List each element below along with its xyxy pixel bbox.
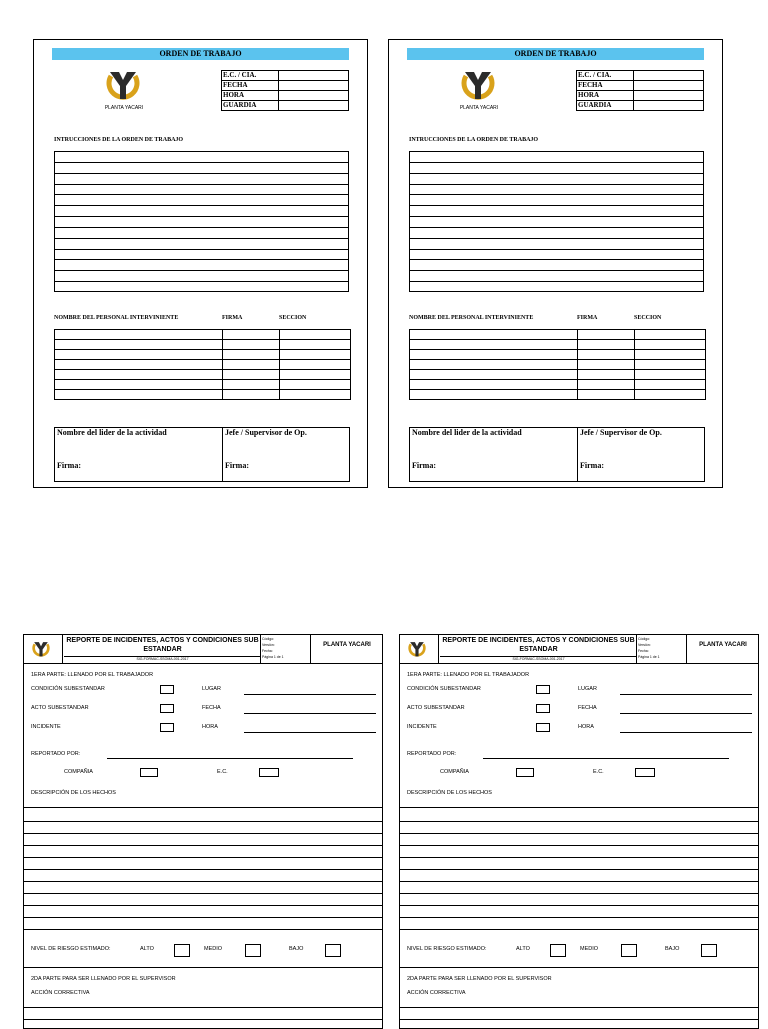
signature-box — [54, 427, 350, 482]
condicion-label: CONDICIÓN SUBESTANDAR — [407, 686, 481, 692]
personnel-firma-cell[interactable] — [223, 350, 280, 360]
medio-label: MEDIO — [580, 946, 599, 952]
signature-box — [409, 427, 705, 482]
compania-label: COMPAÑIA — [440, 769, 469, 775]
instruction-line[interactable] — [410, 206, 703, 217]
personnel-seccion-cell[interactable] — [280, 390, 351, 400]
instruction-line[interactable] — [410, 217, 703, 228]
descripcion-label: DESCRIPCIÓN DE LOS HECHOS — [31, 790, 116, 796]
lugar-label: LUGAR — [202, 686, 221, 692]
accion-label: ACCIÓN CORRECTIVA — [407, 990, 466, 996]
personnel-firma-cell[interactable] — [578, 340, 635, 350]
orden-trabajo-form-right — [388, 39, 723, 488]
hora-label: HORA — [202, 724, 218, 730]
personnel-seccion-cell[interactable] — [280, 360, 351, 370]
reportado-field[interactable] — [107, 758, 353, 759]
instruction-line[interactable] — [55, 163, 348, 174]
leader-sign-label: Firma: — [412, 461, 436, 470]
info-label-hora: HORA — [577, 91, 634, 101]
compania-checkbox[interactable] — [516, 768, 534, 777]
personnel-firma-cell[interactable] — [223, 370, 280, 380]
bajo-label: BAJO — [665, 946, 680, 952]
personnel-seccion-cell[interactable] — [635, 360, 706, 370]
personnel-firma-cell[interactable] — [578, 330, 635, 340]
personnel-row[interactable] — [55, 350, 351, 360]
personnel-name-cell[interactable] — [410, 370, 578, 380]
bajo-label: BAJO — [289, 946, 304, 952]
personnel-name-cell[interactable] — [55, 350, 223, 360]
personnel-firma-cell[interactable] — [223, 390, 280, 400]
seccion-header: SECCION — [634, 315, 662, 321]
orden-trabajo-form-left — [33, 39, 368, 488]
acto-label: ACTO SUBESTANDAR — [407, 705, 465, 711]
personnel-firma-cell[interactable] — [578, 390, 635, 400]
supervisor-sign-label: Firma: — [580, 461, 604, 470]
plant-caption: PLANTA YACARI — [459, 105, 499, 111]
personnel-table[interactable] — [54, 329, 351, 400]
personnel-firma-cell[interactable] — [223, 360, 280, 370]
personnel-row[interactable] — [55, 330, 351, 340]
info-label-ec: E.C. / CIA. — [222, 71, 279, 81]
meta-version: Versión: — [262, 643, 275, 647]
supervisor-label: Jefe / Supervisor de Op. — [225, 428, 307, 437]
personnel-name-cell[interactable] — [410, 380, 578, 390]
instruction-line[interactable] — [55, 185, 348, 196]
part1-label: 1ERA PARTE: LLENADO POR EL TRABAJADOR — [407, 672, 530, 678]
info-field-fecha[interactable] — [279, 81, 349, 91]
personnel-row[interactable] — [55, 370, 351, 380]
personnel-name-cell[interactable] — [410, 390, 578, 400]
firma-header: FIRMA — [577, 315, 598, 321]
compania-label: COMPAÑIA — [64, 769, 93, 775]
nivel-label: NIVEL DE RIESGO ESTIMADO: — [407, 946, 487, 952]
yacari-logo-icon — [102, 66, 144, 106]
part2-label: 2DA PARTE PARA SER LLENADO POR EL SUPERVISOR — [407, 976, 552, 982]
descripcion-line[interactable] — [24, 845, 382, 846]
report-header — [400, 635, 758, 664]
fecha-label: FECHA — [202, 705, 221, 711]
descripcion-line[interactable] — [24, 857, 382, 858]
reporte-incidentes-form-right — [399, 634, 759, 1029]
yacari-logo-icon — [30, 639, 52, 660]
descripcion-line[interactable] — [24, 821, 382, 822]
instruction-line[interactable] — [55, 260, 348, 271]
info-label-hora: HORA — [222, 91, 279, 101]
personnel-name-cell[interactable] — [410, 340, 578, 350]
condicion-checkbox[interactable] — [160, 685, 174, 694]
lugar-field[interactable] — [620, 694, 752, 695]
info-label-fecha: FECHA — [222, 81, 279, 91]
condicion-label: CONDICIÓN SUBESTANDAR — [31, 686, 105, 692]
personnel-table[interactable] — [409, 329, 706, 400]
instruction-line[interactable] — [410, 250, 703, 261]
medio-label: MEDIO — [204, 946, 223, 952]
instructions-lines[interactable] — [409, 151, 704, 292]
instruction-line[interactable] — [410, 185, 703, 196]
condicion-checkbox[interactable] — [536, 685, 550, 694]
instruction-line[interactable] — [55, 282, 348, 293]
hora-field[interactable] — [620, 732, 752, 733]
personnel-name-cell[interactable] — [410, 350, 578, 360]
instructions-label: INTRUCCIONES DE LA ORDEN DE TRABAJO — [409, 137, 539, 143]
alto-checkbox[interactable] — [174, 944, 190, 957]
report-title: REPORTE DE INCIDENTES, ACTOS Y CONDICIONES SUB ESTANDAR — [442, 637, 635, 653]
descripcion-line[interactable] — [24, 833, 382, 834]
nivel-label: NIVEL DE RIESGO ESTIMADO: — [31, 946, 111, 952]
personnel-row[interactable] — [410, 370, 706, 380]
lugar-label: LUGAR — [578, 686, 597, 692]
personnel-seccion-cell[interactable] — [280, 350, 351, 360]
personnel-seccion-cell[interactable] — [635, 370, 706, 380]
reportado-field[interactable] — [483, 758, 729, 759]
seccion-header: SECCION — [279, 315, 307, 321]
descripcion-line[interactable] — [24, 869, 382, 870]
personnel-label: NOMBRE DEL PERSONAL INTERVINIENTE — [54, 315, 179, 321]
instruction-line[interactable] — [55, 174, 348, 185]
personnel-name-cell[interactable] — [55, 340, 223, 350]
instructions-lines[interactable] — [54, 151, 349, 292]
supervisor-label: Jefe / Supervisor de Op. — [580, 428, 662, 437]
personnel-row[interactable] — [410, 340, 706, 350]
part1-label: 1ERA PARTE: LLENADO POR EL TRABAJADOR — [31, 672, 154, 678]
instruction-line[interactable] — [410, 239, 703, 250]
info-label-guardia: GUARDIA — [577, 101, 634, 111]
instruction-line[interactable] — [55, 217, 348, 228]
hora-field[interactable] — [244, 732, 376, 733]
descripcion-label: DESCRIPCIÓN DE LOS HECHOS — [407, 790, 492, 796]
meta-pagina: Página 1 de 1 — [262, 655, 284, 659]
personnel-firma-cell[interactable] — [223, 380, 280, 390]
descripcion-line[interactable] — [400, 857, 758, 858]
personnel-seccion-cell[interactable] — [635, 350, 706, 360]
ec-label: E.C. — [217, 769, 228, 775]
bajo-checkbox[interactable] — [325, 944, 341, 957]
personnel-seccion-cell[interactable] — [635, 380, 706, 390]
instruction-line[interactable] — [410, 152, 703, 163]
info-field-hora[interactable] — [634, 91, 704, 101]
personnel-seccion-cell[interactable] — [635, 330, 706, 340]
leader-label: Nombre del lider de la actividad — [57, 428, 167, 437]
medio-checkbox[interactable] — [245, 944, 261, 957]
personnel-firma-cell[interactable] — [578, 380, 635, 390]
meta-pagina: Página 1 de 1 — [638, 655, 660, 659]
descripcion-line[interactable] — [400, 807, 758, 808]
descripcion-line[interactable] — [24, 807, 382, 808]
personnel-row[interactable] — [55, 380, 351, 390]
acto-label: ACTO SUBESTANDAR — [31, 705, 89, 711]
personnel-firma-cell[interactable] — [223, 340, 280, 350]
personnel-name-cell[interactable] — [55, 330, 223, 340]
instructions-label: INTRUCCIONES DE LA ORDEN DE TRABAJO — [54, 137, 184, 143]
reportado-label: REPORTADO POR: — [407, 751, 457, 757]
info-label-ec: E.C. / CIA. — [577, 71, 634, 81]
personnel-row[interactable] — [410, 390, 706, 400]
supervisor-sign-label: Firma: — [225, 461, 249, 470]
incidente-label: INCIDENTE — [31, 724, 61, 730]
report-code: SIG-FORMAC-SSOMA-001-2017 — [440, 656, 637, 661]
personnel-row[interactable] — [55, 360, 351, 370]
alto-checkbox[interactable] — [550, 944, 566, 957]
personnel-firma-cell[interactable] — [578, 370, 635, 380]
accion-label: ACCIÓN CORRECTIVA — [31, 990, 90, 996]
personnel-firma-cell[interactable] — [578, 350, 635, 360]
instruction-line[interactable] — [410, 174, 703, 185]
info-field-fecha[interactable] — [634, 81, 704, 91]
personnel-seccion-cell[interactable] — [635, 390, 706, 400]
instruction-line[interactable] — [410, 260, 703, 271]
personnel-seccion-cell[interactable] — [635, 340, 706, 350]
personnel-firma-cell[interactable] — [223, 330, 280, 340]
incidente-label: INCIDENTE — [407, 724, 437, 730]
personnel-name-cell[interactable] — [410, 360, 578, 370]
instruction-line[interactable] — [410, 271, 703, 282]
instruction-line[interactable] — [55, 271, 348, 282]
instruction-line[interactable] — [55, 206, 348, 217]
info-field-guardia[interactable] — [279, 101, 349, 111]
report-title: REPORTE DE INCIDENTES, ACTOS Y CONDICIONES SUB ESTANDAR — [66, 637, 259, 653]
incidente-checkbox[interactable] — [160, 723, 174, 732]
reportado-label: REPORTADO POR: — [31, 751, 81, 757]
personnel-firma-cell[interactable] — [578, 360, 635, 370]
report-plant: PLANTA YACARI — [323, 642, 371, 648]
instruction-line[interactable] — [410, 228, 703, 239]
personnel-row[interactable] — [55, 390, 351, 400]
ec-checkbox[interactable] — [259, 768, 279, 777]
ec-label: E.C. — [593, 769, 604, 775]
personnel-seccion-cell[interactable] — [280, 380, 351, 390]
form-title: ORDEN DE TRABAJO — [52, 48, 349, 60]
descripcion-line[interactable] — [400, 905, 758, 906]
hora-label: HORA — [578, 724, 594, 730]
leader-label: Nombre del lider de la actividad — [412, 428, 522, 437]
personnel-name-cell[interactable] — [55, 370, 223, 380]
fecha-label: FECHA — [578, 705, 597, 711]
descripcion-line[interactable] — [24, 929, 382, 930]
personnel-seccion-cell[interactable] — [280, 370, 351, 380]
report-plant: PLANTA YACARI — [699, 642, 747, 648]
reporte-incidentes-form-left — [23, 634, 383, 1029]
personnel-row[interactable] — [410, 380, 706, 390]
info-field-ec[interactable] — [279, 71, 349, 81]
alto-label: ALTO — [140, 946, 154, 952]
lugar-field[interactable] — [244, 694, 376, 695]
descripcion-line[interactable] — [24, 905, 382, 906]
yacari-logo-icon — [457, 66, 499, 106]
instruction-line[interactable] — [410, 163, 703, 174]
info-label-guardia: GUARDIA — [222, 101, 279, 111]
alto-label: ALTO — [516, 946, 530, 952]
instruction-line[interactable] — [55, 239, 348, 250]
descripcion-line[interactable] — [24, 917, 382, 918]
personnel-seccion-cell[interactable] — [280, 330, 351, 340]
descripcion-line[interactable] — [400, 833, 758, 834]
personnel-seccion-cell[interactable] — [280, 340, 351, 350]
compania-checkbox[interactable] — [140, 768, 158, 777]
firma-header: FIRMA — [222, 315, 243, 321]
instruction-line[interactable] — [55, 195, 348, 206]
part2-label: 2DA PARTE PARA SER LLENADO POR EL SUPERVISOR — [31, 976, 176, 982]
info-field-hora[interactable] — [279, 91, 349, 101]
report-code: SIG-FORMAC-SSOMA-001-2017 — [64, 656, 261, 661]
fecha-field[interactable] — [244, 713, 376, 714]
incidente-checkbox[interactable] — [536, 723, 550, 732]
personnel-name-cell[interactable] — [55, 380, 223, 390]
meta-codigo: Código: — [638, 637, 651, 641]
meta-version: Versión: — [638, 643, 651, 647]
report-meta — [638, 636, 660, 660]
instruction-line[interactable] — [410, 195, 703, 206]
bajo-checkbox[interactable] — [701, 944, 717, 957]
descripcion-line[interactable] — [400, 893, 758, 894]
personnel-label: NOMBRE DEL PERSONAL INTERVINIENTE — [409, 315, 534, 321]
medio-checkbox[interactable] — [621, 944, 637, 957]
report-meta — [262, 636, 284, 660]
fecha-field[interactable] — [620, 713, 752, 714]
descripcion-line[interactable] — [400, 881, 758, 882]
report-header — [24, 635, 382, 664]
form-title: ORDEN DE TRABAJO — [407, 48, 704, 60]
info-table — [576, 70, 704, 111]
info-table — [221, 70, 349, 111]
descripcion-line[interactable] — [400, 869, 758, 870]
descripcion-line[interactable] — [400, 821, 758, 822]
descripcion-line[interactable] — [400, 845, 758, 846]
ec-checkbox[interactable] — [635, 768, 655, 777]
descripcion-line[interactable] — [400, 917, 758, 918]
info-label-fecha: FECHA — [577, 81, 634, 91]
descripcion-line[interactable] — [400, 929, 758, 930]
descripcion-line[interactable] — [24, 881, 382, 882]
personnel-row[interactable] — [410, 350, 706, 360]
personnel-row[interactable] — [410, 330, 706, 340]
info-field-guardia[interactable] — [634, 101, 704, 111]
leader-sign-label: Firma: — [57, 461, 81, 470]
meta-fecha: Fecha: — [262, 649, 273, 653]
instruction-line[interactable] — [55, 250, 348, 261]
instruction-line[interactable] — [410, 282, 703, 293]
personnel-row[interactable] — [55, 340, 351, 350]
meta-fecha: Fecha: — [638, 649, 649, 653]
personnel-row[interactable] — [410, 360, 706, 370]
plant-caption: PLANTA YACARI — [104, 105, 144, 111]
instruction-line[interactable] — [55, 152, 348, 163]
yacari-logo-icon — [406, 639, 428, 660]
personnel-name-cell[interactable] — [410, 330, 578, 340]
descripcion-line[interactable] — [24, 893, 382, 894]
meta-codigo: Código: — [262, 637, 275, 641]
acto-checkbox[interactable] — [536, 704, 550, 713]
instruction-line[interactable] — [55, 228, 348, 239]
personnel-name-cell[interactable] — [55, 360, 223, 370]
acto-checkbox[interactable] — [160, 704, 174, 713]
info-field-ec[interactable] — [634, 71, 704, 81]
personnel-name-cell[interactable] — [55, 390, 223, 400]
